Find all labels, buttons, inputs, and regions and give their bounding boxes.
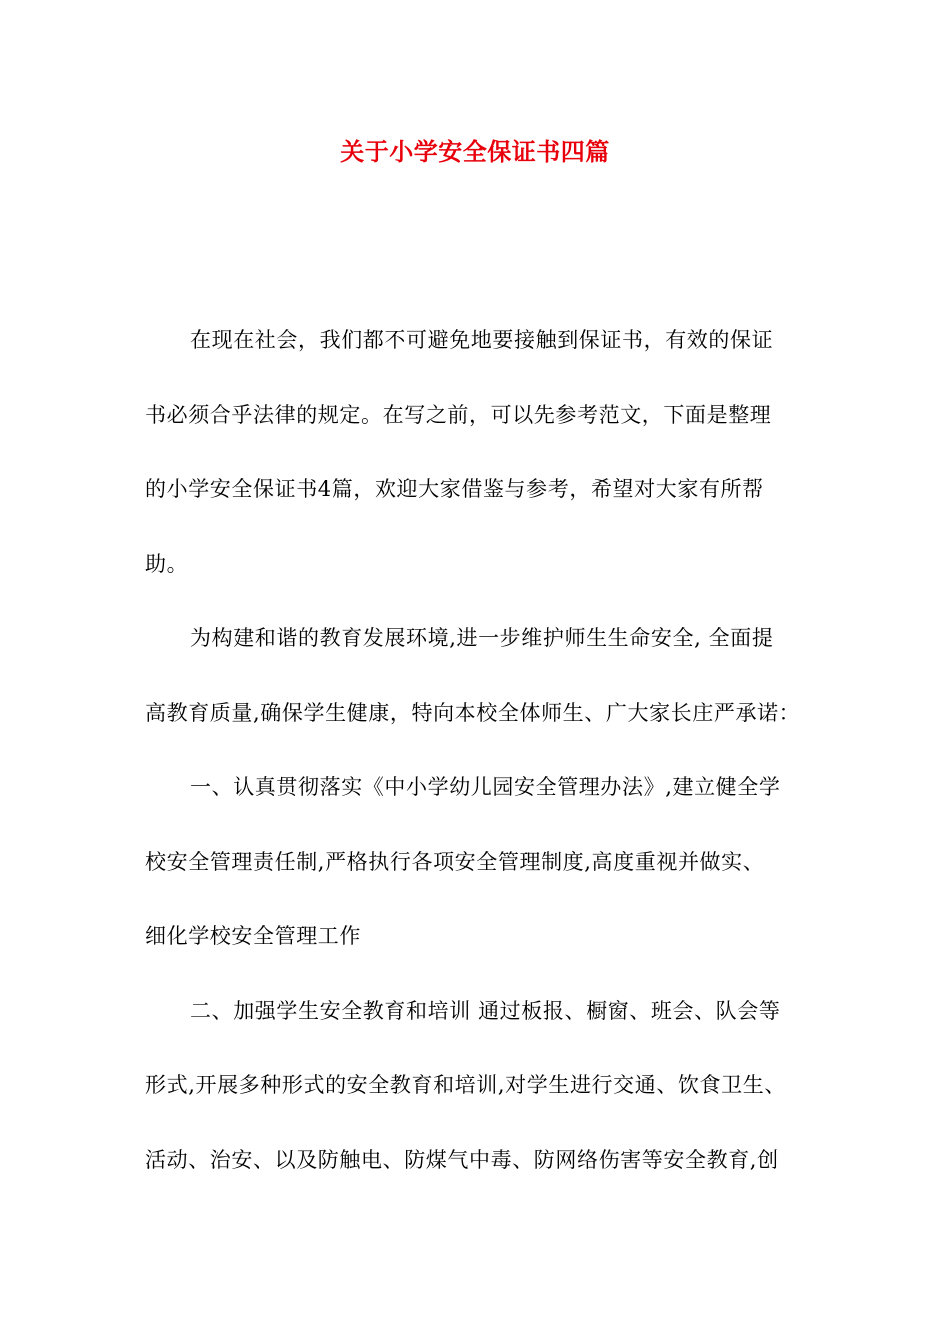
paragraph-line: 的小学安全保证书4篇，欢迎大家借鉴与参考，希望对大家有所帮 bbox=[145, 477, 764, 501]
paragraph-line: 为构建和谐的教育发展环境,进一步维护师生生命安全, 全面提 bbox=[190, 626, 774, 650]
paragraph-line: 细化学校安全管理工作 bbox=[145, 924, 361, 948]
paragraph-line: 高教育质量,确保学生健康，特向本校全体师生、广大家长庄严承诺： bbox=[145, 700, 801, 725]
paragraph-line: 活动、治安、以及防触电、防煤气中毒、防网络伤害等安全教育,创 bbox=[145, 1147, 779, 1172]
paragraph-line: 二、加强学生安全教育和培训 通过板报、橱窗、班会、队会等 bbox=[190, 998, 781, 1023]
paragraph-line: 校安全管理责任制,严格执行各项安全管理制度,高度重视并做实、 bbox=[145, 849, 765, 874]
paragraph-line: 书必须合乎法律的规定。在写之前，可以先参考范文，下面是整理 bbox=[145, 402, 772, 427]
paragraph-line: 形式,开展多种形式的安全教育和培训,对学生进行交通、饮食卫生、 bbox=[145, 1073, 786, 1097]
paragraph-line: 在现在社会，我们都不可避免地要接触到保证书，有效的保证 bbox=[190, 328, 774, 352]
paragraph-line: 助。 bbox=[145, 551, 189, 576]
document-title: 关于小学安全保证书四篇 bbox=[340, 138, 610, 166]
document-body bbox=[145, 318, 825, 1212]
paragraph-line: 一、认真贯彻落实《中小学幼儿园安全管理办法》,建立健全学 bbox=[190, 775, 781, 799]
